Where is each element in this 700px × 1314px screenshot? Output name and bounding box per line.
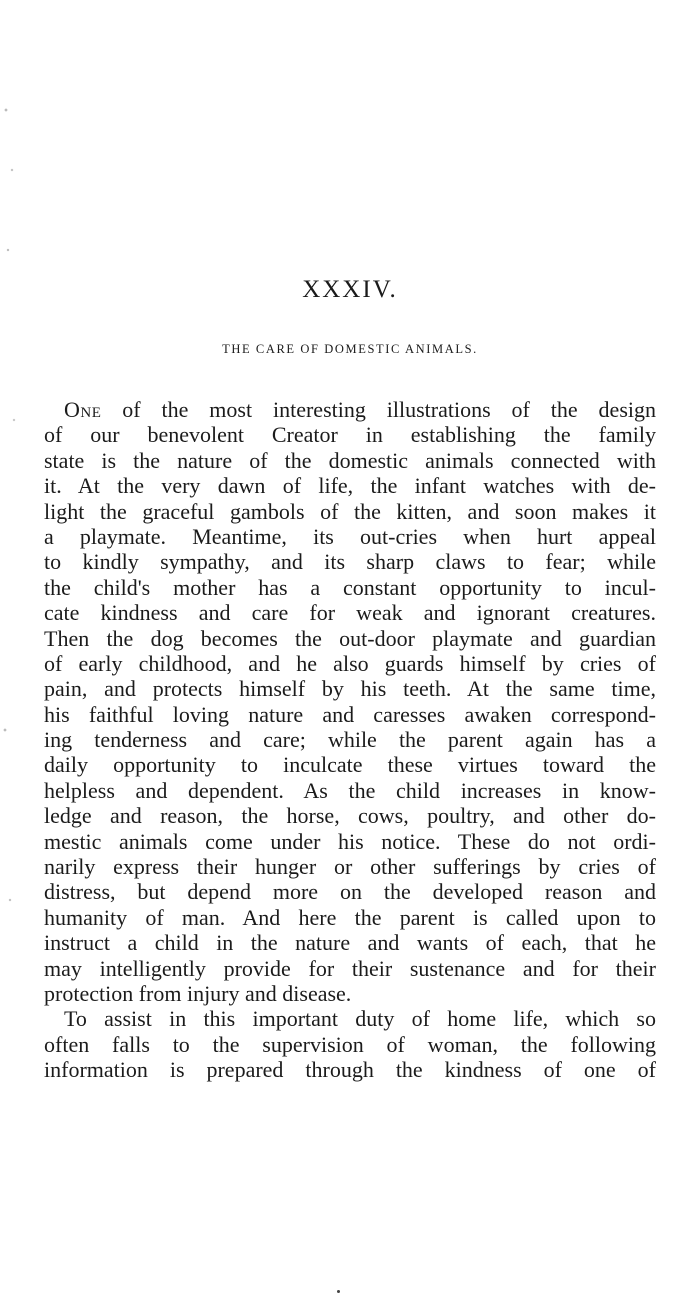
chapter-title: THE CARE OF DOMESTIC ANIMALS. bbox=[222, 342, 478, 356]
text-line: a playmate. Meantime, its out-cries when hurt appeal bbox=[44, 523, 656, 549]
chapter-number: XXXIV. bbox=[302, 276, 398, 303]
text-line: to kindly sympathy, and its sharp claws to fear; while bbox=[44, 549, 656, 575]
text-line: ledge and reason, the horse, cows, poultry, and other do- bbox=[44, 803, 656, 829]
text-line: ing tenderness and care; while the parent again has a bbox=[44, 727, 656, 753]
text-line: One of the most interesting illustrations of the design bbox=[64, 397, 656, 422]
text-line: Then the dog becomes the out-door playmate and guardian bbox=[44, 625, 656, 651]
text-line: instruct a child in the nature and wants of each, that he bbox=[44, 930, 656, 956]
text-line: his faithful loving nature and caresses awaken correspond- bbox=[44, 701, 656, 727]
page-footer-mark bbox=[337, 1290, 340, 1293]
text-line: the child's mother has a constant opportunity to incul- bbox=[44, 574, 656, 600]
text-line: cate kindness and care for weak and ignorant creatures. bbox=[44, 600, 656, 626]
opening-word: One bbox=[64, 397, 102, 422]
text-line: often falls to the supervision of woman, the following bbox=[44, 1031, 656, 1057]
text-line: daily opportunity to inculcate these virtues toward the bbox=[44, 752, 656, 778]
text-line: light the graceful gambols of the kitten, and soon makes it bbox=[44, 498, 656, 524]
text-line: distress, but depend more on the developed reason and bbox=[44, 879, 656, 905]
text-line: helpless and dependent. As the child increases in know- bbox=[44, 777, 656, 803]
text-line: narily express their hunger or other sufferings by cries of bbox=[44, 854, 656, 880]
text-line: humanity of man. And here the parent is called upon to bbox=[44, 904, 656, 930]
paragraph-2 bbox=[44, 1006, 656, 1082]
text-line: it. At the very dawn of life, the infant watches with de- bbox=[44, 473, 656, 499]
text-line: pain, and protects himself by his teeth. At the same time, bbox=[44, 676, 656, 702]
text-line: protection from injury and disease. bbox=[44, 980, 352, 1006]
chapter-body bbox=[44, 397, 656, 1083]
text-line: of our benevolent Creator in establishing the family bbox=[44, 422, 656, 448]
text-line: state is the nature of the domestic animals connected with bbox=[44, 447, 656, 473]
page-edge-specks bbox=[0, 40, 28, 1290]
text-line: of early childhood, and he also guards himself by cries of bbox=[44, 650, 656, 676]
text-line: may intelligently provide for their sustenance and for their bbox=[44, 955, 656, 981]
text-line: information is prepared through the kindness of one of bbox=[44, 1057, 656, 1083]
text-line: mestic animals come under his notice. These do not ordi- bbox=[44, 828, 656, 854]
text-line: To assist in this important duty of home life, which so bbox=[64, 1006, 656, 1032]
paragraph-1 bbox=[44, 397, 656, 1006]
